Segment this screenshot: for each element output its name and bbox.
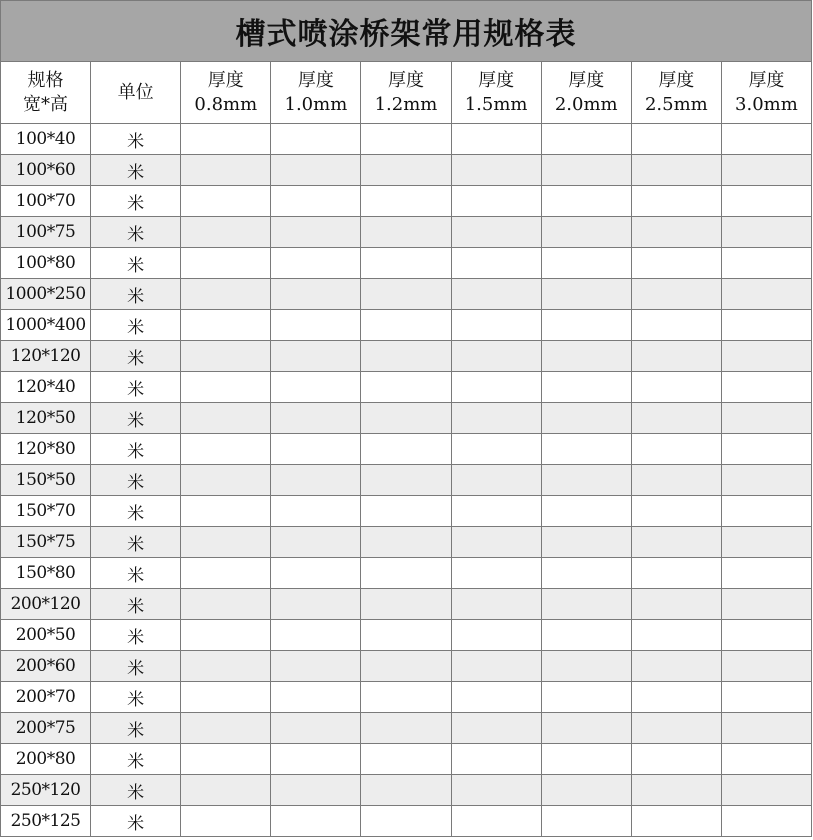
table-row [1,651,812,682]
cell-price-0[interactable] [181,682,271,713]
cell-price-6[interactable] [721,589,811,620]
cell-price-3[interactable] [451,310,541,341]
table-row [1,496,812,527]
cell-price-6[interactable] [721,403,811,434]
cell-price-6[interactable] [721,558,811,589]
cell-price-2[interactable] [361,682,451,713]
cell-price-5[interactable] [631,372,721,403]
cell-price-4[interactable] [541,558,631,589]
cell-price-4[interactable] [541,186,631,217]
cell-spec[interactable]: 200*60 [1,651,91,682]
cell-price-1[interactable] [271,372,361,403]
cell-price-5[interactable] [631,403,721,434]
cell-price-3[interactable] [451,806,541,837]
cell-price-4[interactable] [541,527,631,558]
cell-price-2[interactable] [361,403,451,434]
header-row [1,62,812,124]
cell-price-1[interactable] [271,310,361,341]
table-row [1,341,812,372]
cell-price-6[interactable] [721,527,811,558]
cell-price-0[interactable] [181,558,271,589]
cell-price-2[interactable] [361,341,451,372]
cell-unit[interactable]: 米 [91,372,181,403]
cell-price-0[interactable] [181,775,271,806]
cell-price-2[interactable] [361,651,451,682]
cell-price-5[interactable] [631,155,721,186]
cell-price-4[interactable] [541,620,631,651]
header-thickness-5[interactable] [631,62,721,124]
cell-price-3[interactable] [451,217,541,248]
table-row [1,744,812,775]
cell-price-6[interactable] [721,217,811,248]
cell-price-6[interactable] [721,651,811,682]
cell-price-6[interactable] [721,155,811,186]
cell-price-6[interactable] [721,775,811,806]
cell-unit[interactable]: 米 [91,496,181,527]
cell-price-6[interactable] [721,465,811,496]
table-row [1,217,812,248]
cell-price-6[interactable] [721,372,811,403]
cell-spec[interactable]: 150*75 [1,527,91,558]
cell-price-4[interactable] [541,403,631,434]
header-unit[interactable]: 单位 [91,62,181,124]
table-body [1,124,812,837]
cell-spec[interactable]: 100*70 [1,186,91,217]
cell-price-3[interactable] [451,341,541,372]
cell-price-2[interactable] [361,434,451,465]
cell-price-1[interactable] [271,403,361,434]
header-thickness-label: 厚度 [478,69,515,91]
cell-price-1[interactable] [271,713,361,744]
cell-price-5[interactable] [631,651,721,682]
cell-price-3[interactable] [451,496,541,527]
table-row [1,465,812,496]
cell-unit[interactable]: 米 [91,651,181,682]
cell-spec[interactable]: 1000*400 [1,310,91,341]
cell-price-0[interactable] [181,744,271,775]
cell-price-5[interactable] [631,186,721,217]
cell-price-4[interactable] [541,713,631,744]
cell-price-1[interactable] [271,434,361,465]
cell-price-0[interactable] [181,589,271,620]
cell-price-1[interactable] [271,341,361,372]
cell-unit[interactable]: 米 [91,434,181,465]
cell-price-3[interactable] [451,248,541,279]
cell-price-5[interactable] [631,310,721,341]
cell-price-3[interactable] [451,372,541,403]
cell-unit[interactable]: 米 [91,186,181,217]
cell-price-0[interactable] [181,341,271,372]
cell-unit[interactable]: 米 [91,558,181,589]
cell-price-5[interactable] [631,124,721,155]
cell-unit[interactable]: 米 [91,279,181,310]
cell-price-1[interactable] [271,248,361,279]
cell-spec[interactable]: 120*80 [1,434,91,465]
header-thickness-label: 厚度 [568,69,605,91]
cell-price-0[interactable] [181,310,271,341]
header-thickness-label: 厚度 [748,69,785,91]
cell-price-0[interactable] [181,527,271,558]
cell-price-2[interactable] [361,248,451,279]
cell-price-5[interactable] [631,465,721,496]
cell-price-5[interactable] [631,434,721,465]
cell-price-1[interactable] [271,186,361,217]
header-thickness-4[interactable] [541,62,631,124]
cell-unit[interactable]: 米 [91,806,181,837]
cell-spec[interactable]: 100*75 [1,217,91,248]
cell-price-5[interactable] [631,744,721,775]
cell-price-6[interactable] [721,434,811,465]
cell-price-4[interactable] [541,124,631,155]
cell-price-4[interactable] [541,651,631,682]
cell-price-5[interactable] [631,217,721,248]
cell-price-6[interactable] [721,341,811,372]
header-thickness-value: 0.8mm [194,93,258,115]
cell-unit[interactable]: 米 [91,155,181,186]
cell-price-0[interactable] [181,403,271,434]
cell-price-4[interactable] [541,279,631,310]
cell-unit[interactable]: 米 [91,713,181,744]
header-thickness-value: 2.0mm [554,93,618,115]
table-row [1,620,812,651]
cell-price-2[interactable] [361,496,451,527]
cell-price-2[interactable] [361,217,451,248]
table-row [1,403,812,434]
cell-price-4[interactable] [541,465,631,496]
cell-price-6[interactable] [721,713,811,744]
cell-price-3[interactable] [451,775,541,806]
cell-spec[interactable]: 120*120 [1,341,91,372]
cell-price-0[interactable] [181,465,271,496]
cell-price-2[interactable] [361,713,451,744]
cell-price-2[interactable] [361,589,451,620]
cell-price-4[interactable] [541,310,631,341]
table-row [1,806,812,837]
cell-price-2[interactable] [361,155,451,186]
cell-price-5[interactable] [631,620,721,651]
header-thickness-label: 厚度 [658,69,695,91]
cell-price-2[interactable] [361,806,451,837]
cell-price-5[interactable] [631,775,721,806]
cell-spec[interactable]: 1000*250 [1,279,91,310]
cell-price-1[interactable] [271,155,361,186]
header-thickness-label: 厚度 [387,69,424,91]
cell-price-1[interactable] [271,651,361,682]
cell-unit[interactable]: 米 [91,403,181,434]
cell-price-4[interactable] [541,682,631,713]
cell-price-2[interactable] [361,372,451,403]
cell-price-1[interactable] [271,465,361,496]
table-row [1,589,812,620]
header-thickness-1[interactable] [271,62,361,124]
table-row [1,186,812,217]
cell-price-2[interactable] [361,310,451,341]
cell-price-0[interactable] [181,124,271,155]
cell-price-4[interactable] [541,341,631,372]
cell-unit[interactable]: 米 [91,527,181,558]
cell-unit[interactable]: 米 [91,465,181,496]
cell-price-2[interactable] [361,186,451,217]
cell-unit[interactable]: 米 [91,248,181,279]
cell-price-2[interactable] [361,527,451,558]
table-row [1,155,812,186]
cell-price-4[interactable] [541,589,631,620]
cell-spec[interactable]: 100*40 [1,124,91,155]
cell-spec[interactable]: 150*80 [1,558,91,589]
cell-price-2[interactable] [361,558,451,589]
header-spec-line2: 宽*高 [23,93,69,115]
cell-price-3[interactable] [451,589,541,620]
table-row [1,558,812,589]
cell-price-0[interactable] [181,713,271,744]
cell-price-5[interactable] [631,589,721,620]
cell-price-0[interactable] [181,217,271,248]
cell-price-3[interactable] [451,155,541,186]
cell-spec[interactable]: 100*60 [1,155,91,186]
header-spec[interactable] [1,62,91,124]
table-row [1,713,812,744]
cell-price-6[interactable] [721,310,811,341]
cell-price-3[interactable] [451,682,541,713]
cell-price-6[interactable] [721,496,811,527]
cell-price-5[interactable] [631,341,721,372]
cell-price-5[interactable] [631,279,721,310]
header-thickness-value: 1.0mm [284,93,348,115]
cell-price-1[interactable] [271,744,361,775]
header-spec-line1: 规格 [27,69,64,91]
cell-price-3[interactable] [451,403,541,434]
cell-price-4[interactable] [541,806,631,837]
cell-price-2[interactable] [361,744,451,775]
cell-unit[interactable]: 米 [91,124,181,155]
cell-spec[interactable]: 150*50 [1,465,91,496]
cell-spec[interactable]: 200*70 [1,682,91,713]
cell-price-0[interactable] [181,372,271,403]
cell-price-4[interactable] [541,744,631,775]
cell-price-0[interactable] [181,248,271,279]
header-thickness-label: 厚度 [207,69,244,91]
cell-price-1[interactable] [271,217,361,248]
header-thickness-value: 2.5mm [644,93,708,115]
cell-price-0[interactable] [181,620,271,651]
table-row [1,279,812,310]
cell-price-1[interactable] [271,527,361,558]
cell-price-5[interactable] [631,248,721,279]
cell-spec[interactable]: 200*50 [1,620,91,651]
cell-price-3[interactable] [451,186,541,217]
cell-price-4[interactable] [541,496,631,527]
cell-spec[interactable]: 200*120 [1,589,91,620]
cell-price-6[interactable] [721,279,811,310]
cell-price-0[interactable] [181,651,271,682]
title-row [1,1,812,62]
cell-spec[interactable]: 120*40 [1,372,91,403]
header-thickness-3[interactable] [451,62,541,124]
cell-price-3[interactable] [451,465,541,496]
cell-price-6[interactable] [721,806,811,837]
header-thickness-6[interactable] [721,62,811,124]
cell-price-2[interactable] [361,465,451,496]
cell-price-4[interactable] [541,775,631,806]
cell-price-3[interactable] [451,744,541,775]
table-row [1,248,812,279]
cell-unit[interactable]: 米 [91,589,181,620]
cell-price-6[interactable] [721,620,811,651]
cell-price-1[interactable] [271,620,361,651]
cell-price-5[interactable] [631,682,721,713]
cell-price-1[interactable] [271,806,361,837]
cell-spec[interactable]: 250*125 [1,806,91,837]
table-row [1,372,812,403]
cell-price-6[interactable] [721,744,811,775]
cell-spec[interactable]: 250*120 [1,775,91,806]
cell-unit[interactable]: 米 [91,620,181,651]
cell-price-4[interactable] [541,155,631,186]
table-row [1,682,812,713]
cell-price-3[interactable] [451,713,541,744]
cell-unit[interactable]: 米 [91,310,181,341]
cell-price-0[interactable] [181,155,271,186]
cell-price-5[interactable] [631,806,721,837]
cell-spec[interactable]: 120*50 [1,403,91,434]
cell-price-3[interactable] [451,527,541,558]
table-row [1,124,812,155]
header-thickness-label: 厚度 [297,69,334,91]
cell-price-6[interactable] [721,248,811,279]
table-row [1,310,812,341]
cell-price-1[interactable] [271,682,361,713]
header-thickness-0[interactable] [181,62,271,124]
cell-unit[interactable]: 米 [91,217,181,248]
cell-price-6[interactable] [721,124,811,155]
cell-price-1[interactable] [271,558,361,589]
table-row [1,775,812,806]
cell-price-4[interactable] [541,248,631,279]
header-thickness-2[interactable] [361,62,451,124]
cell-price-5[interactable] [631,527,721,558]
cell-price-1[interactable] [271,775,361,806]
cell-price-0[interactable] [181,434,271,465]
header-thickness-value: 1.5mm [464,93,528,115]
table-row [1,527,812,558]
cell-price-3[interactable] [451,558,541,589]
cell-price-3[interactable] [451,124,541,155]
cell-price-0[interactable] [181,496,271,527]
cell-spec[interactable]: 150*70 [1,496,91,527]
cell-unit[interactable]: 米 [91,341,181,372]
header-thickness-value: 3.0mm [735,93,798,115]
table-row [1,434,812,465]
cell-spec[interactable]: 200*75 [1,713,91,744]
header-thickness-value: 1.2mm [374,93,438,115]
cell-price-1[interactable] [271,589,361,620]
cell-price-4[interactable] [541,217,631,248]
cell-price-6[interactable] [721,682,811,713]
table-title[interactable]: 槽式喷涂桥架常用规格表 [1,1,812,62]
cell-unit[interactable]: 米 [91,775,181,806]
cell-price-3[interactable] [451,651,541,682]
cell-price-2[interactable] [361,124,451,155]
cell-price-5[interactable] [631,496,721,527]
cell-spec[interactable]: 200*80 [1,744,91,775]
cell-price-3[interactable] [451,434,541,465]
cell-price-1[interactable] [271,496,361,527]
cell-price-2[interactable] [361,279,451,310]
cell-price-5[interactable] [631,713,721,744]
cell-price-2[interactable] [361,775,451,806]
cell-price-0[interactable] [181,186,271,217]
cell-price-4[interactable] [541,434,631,465]
cell-spec[interactable]: 100*80 [1,248,91,279]
cell-price-1[interactable] [271,279,361,310]
cell-price-6[interactable] [721,186,811,217]
cell-price-2[interactable] [361,620,451,651]
cell-price-0[interactable] [181,279,271,310]
cell-price-3[interactable] [451,279,541,310]
cell-unit[interactable]: 米 [91,682,181,713]
cell-price-0[interactable] [181,806,271,837]
cell-price-5[interactable] [631,558,721,589]
cell-price-3[interactable] [451,620,541,651]
cell-unit[interactable]: 米 [91,744,181,775]
cell-price-1[interactable] [271,124,361,155]
cell-price-4[interactable] [541,372,631,403]
